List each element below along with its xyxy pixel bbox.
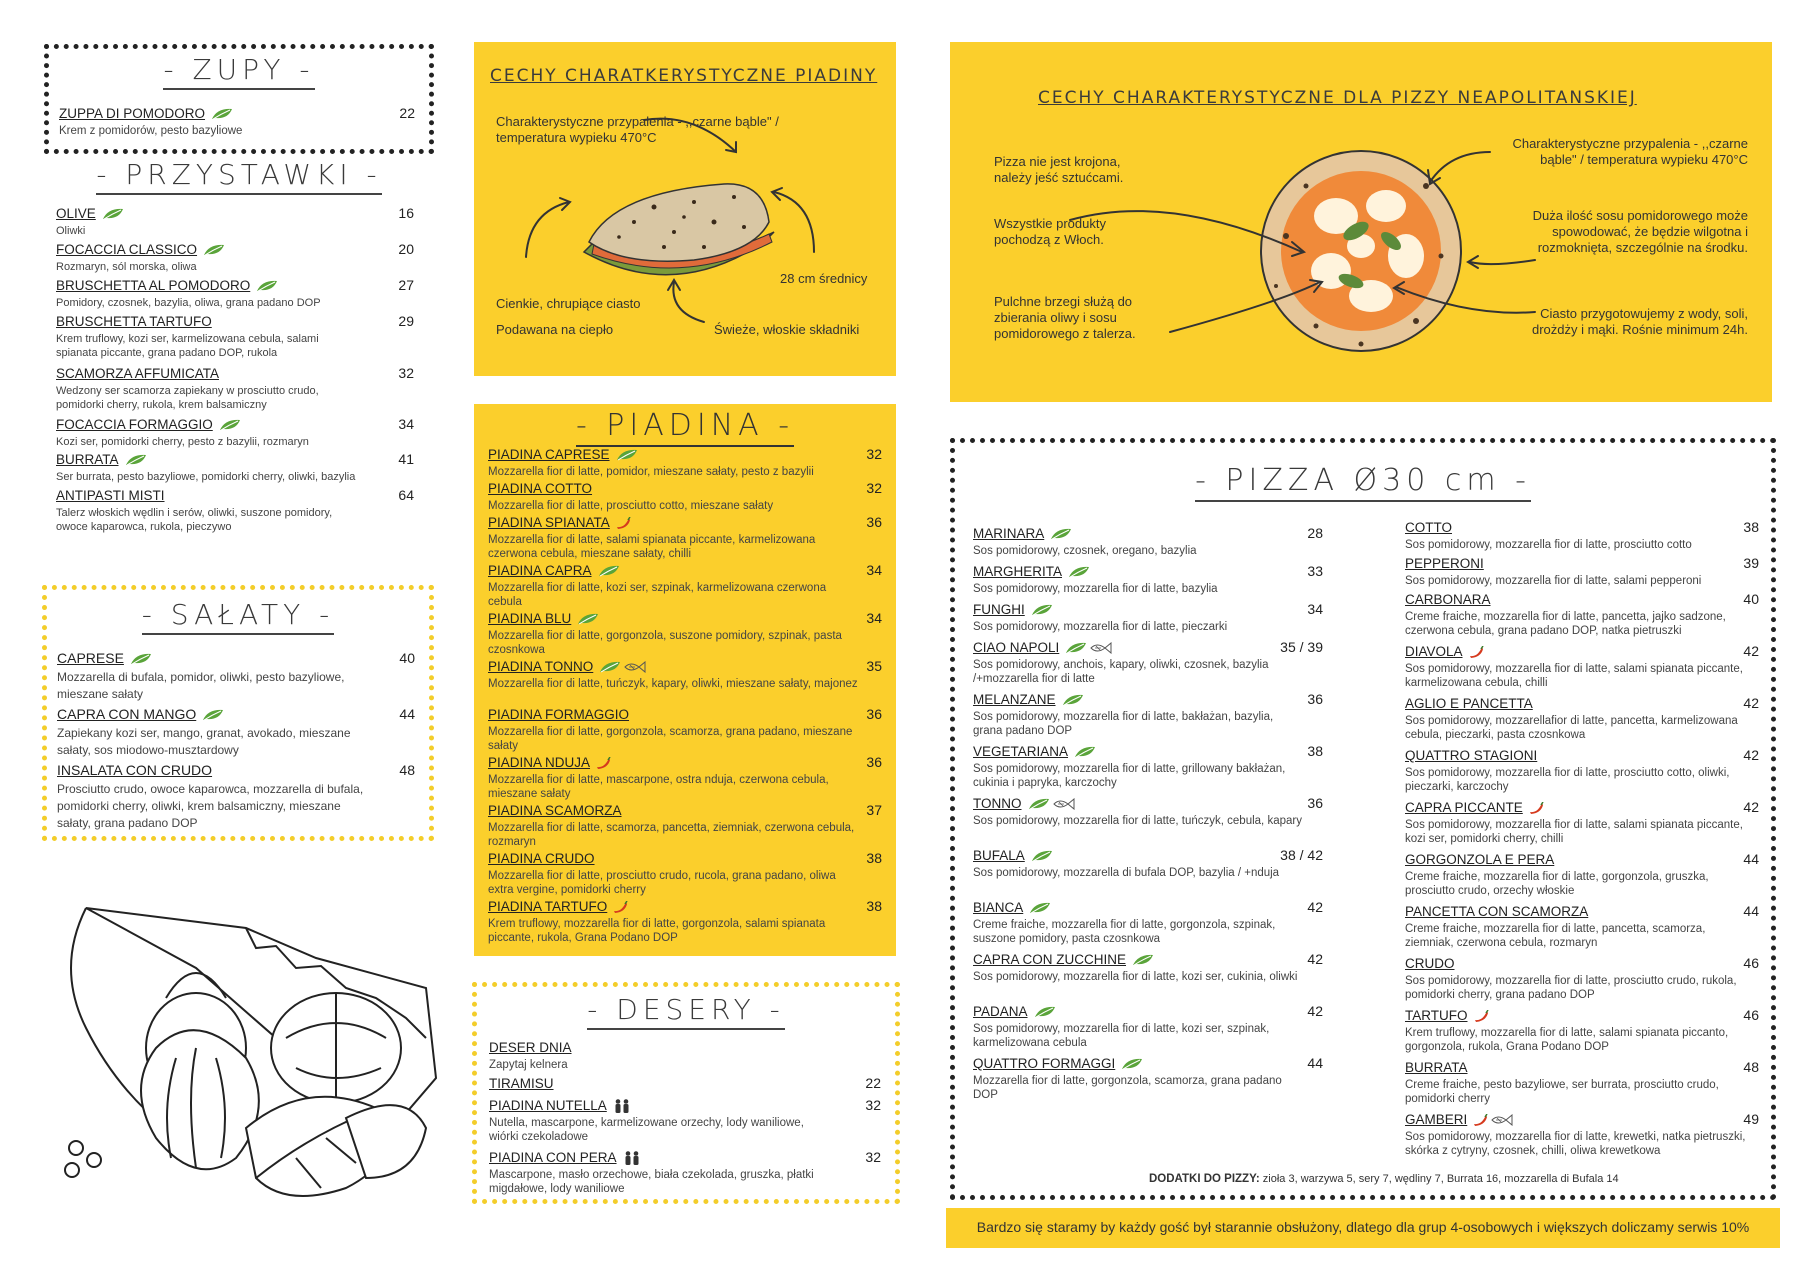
menu-item-description: Sos pomidorowy, mozzarella fior di latte, krewetki, natka pietruszki, skórka z cytryny, czosnek, chilli, oliwa krewetkowa bbox=[1405, 1131, 1746, 1157]
menu-item-aglio-e-pancetta bbox=[1405, 695, 1759, 742]
menu-item-price: 36 bbox=[866, 514, 882, 530]
menu-item-price: 44 bbox=[1307, 1055, 1323, 1071]
menu-item-quattro-formaggi bbox=[973, 1055, 1323, 1102]
menu-item-price: 29 bbox=[398, 313, 414, 329]
menu-item-gorgonzola-e-pera bbox=[1405, 851, 1759, 898]
menu-item-piadina-scamorza bbox=[488, 802, 882, 849]
pizza-extras-label: DODATKI DO PIZZY: bbox=[1149, 1173, 1260, 1185]
vegetarian-leaf-icon bbox=[203, 244, 225, 256]
piadina-note-warm: Podawana na ciepło bbox=[496, 322, 614, 337]
menu-item-price: 40 bbox=[399, 650, 415, 666]
menu-item-description: Sos pomidorowy, mozzarella fior di latte, bazylia bbox=[973, 583, 1218, 595]
menu-item-name: PIADINA BLU bbox=[488, 611, 572, 626]
menu-item-price: 39 bbox=[1743, 555, 1759, 571]
menu-item-focaccia-formaggio bbox=[56, 416, 414, 449]
vegetarian-leaf-icon bbox=[1132, 954, 1154, 966]
menu-item-price: 32 bbox=[865, 1149, 881, 1165]
menu-item-name: DESER DNIA bbox=[489, 1040, 572, 1055]
spicy-chili-icon bbox=[595, 757, 611, 769]
menu-item-marinara bbox=[973, 525, 1323, 558]
menu-item-price: 34 bbox=[398, 416, 414, 432]
menu-item-bianca bbox=[973, 899, 1323, 946]
menu-item-description: Mozzarella fior di latte, tuńczyk, kapary, oliwki, mieszane sałaty, majonez bbox=[488, 678, 858, 690]
desery-section bbox=[472, 982, 900, 1204]
menu-item-price: 38 bbox=[866, 850, 882, 866]
vegetarian-leaf-icon bbox=[219, 419, 241, 431]
vegetarian-leaf-icon bbox=[1028, 798, 1050, 810]
menu-item-price: 32 bbox=[866, 446, 882, 462]
menu-item-bruschetta-tartufo bbox=[56, 313, 414, 360]
menu-item-price: 46 bbox=[1743, 1007, 1759, 1023]
menu-item-piadina-spianata bbox=[488, 514, 882, 561]
menu-item-antipasti-misti bbox=[56, 487, 414, 534]
menu-item-insalata-con-crudo bbox=[57, 762, 415, 832]
menu-item-funghi bbox=[973, 601, 1323, 634]
menu-item-description: Creme fraiche, pesto bazyliowe, ser burrata, prosciutto crudo, pomidorki cherry bbox=[1405, 1079, 1719, 1105]
menu-item-description: Sos pomidorowy, mozzarella fior di latte, salami spianata piccante, karmelizowana cebula, chilli bbox=[1405, 663, 1743, 689]
menu-item-ciao-napoli bbox=[973, 639, 1323, 686]
menu-item-piadina-formaggio bbox=[488, 706, 882, 753]
menu-item-name: PIADINA SCAMORZA bbox=[488, 803, 622, 818]
pizza-section bbox=[950, 438, 1776, 1200]
menu-item-price: 49 bbox=[1743, 1111, 1759, 1127]
menu-item-price: 22 bbox=[865, 1075, 881, 1091]
menu-item-price: 38 bbox=[1743, 519, 1759, 535]
menu-item-description: Creme fraiche, mozzarella fior di latte, pancetta, jajko sadzone, czerwona cebula, grana padano DOP, natka pietruszki bbox=[1405, 611, 1726, 637]
menu-item-capra-piccante bbox=[1405, 799, 1759, 846]
menu-item-bruschetta-al-pomodoro bbox=[56, 277, 414, 310]
vegetarian-leaf-icon bbox=[1074, 746, 1096, 758]
vegetarian-leaf-icon bbox=[256, 280, 278, 292]
menu-item-description: Mozzarella fior di latte, kozi ser, szpinak, karmelizowana czerwona cebula bbox=[488, 582, 827, 608]
pizza-note-not-cut: Pizza nie jest krojona, należy jeść sztućcami. bbox=[994, 154, 1124, 185]
menu-item-capra-con-zucchine bbox=[973, 951, 1323, 984]
menu-item-piadina-caprese bbox=[488, 446, 882, 479]
menu-item-caprese bbox=[57, 650, 415, 703]
pizza-arrows bbox=[950, 42, 1772, 402]
menu-item-name: GAMBERI bbox=[1405, 1112, 1468, 1127]
menu-item-price: 48 bbox=[399, 762, 415, 778]
garlic-cheese-illustration bbox=[46, 888, 446, 1228]
vegetarian-leaf-icon bbox=[1034, 1006, 1056, 1018]
menu-item-description: Creme fraiche, mozzarella fior di latte, gorgonzola, szpinak, suszone pomidory, pasta czosnkowa bbox=[973, 919, 1276, 945]
pizza-left-list bbox=[973, 525, 1323, 1145]
menu-item-zuppa-di-pomodoro bbox=[59, 105, 415, 138]
spicy-chili-icon bbox=[612, 901, 628, 913]
menu-item-gamberi bbox=[1405, 1111, 1759, 1158]
menu-item-price: 38 bbox=[1307, 743, 1323, 759]
menu-item-name: PIADINA CAPRA bbox=[488, 563, 592, 578]
menu-item-price: 36 bbox=[866, 754, 882, 770]
pizza-note-sauce: Duża ilość sosu pomidorowego może spowodować, że będzie wilgotna i rozmoknięta, szczególnie na środku. bbox=[1532, 208, 1748, 255]
menu-item-description: Ser burrata, pesto bazyliowe, pomidorki cherry, oliwki, bazylia bbox=[56, 471, 356, 483]
fish-icon bbox=[623, 661, 647, 673]
menu-item-description: Sos pomidorowy, mozzarella fior di latte, pieczarki bbox=[973, 621, 1228, 633]
menu-item-description: Krem z pomidorów, pesto bazyliowe bbox=[59, 125, 243, 137]
menu-item-name: FOCACCIA CLASSICO bbox=[56, 242, 198, 257]
menu-item-description: Nutella, mascarpone, karmelizowane orzechy, lody waniliowe, wiórki czekoladowe bbox=[489, 1117, 804, 1143]
menu-item-piadina-crudo bbox=[488, 850, 882, 897]
menu-item-price: 42 bbox=[1743, 799, 1759, 815]
menu-item-price: 32 bbox=[865, 1097, 881, 1113]
menu-item-price: 32 bbox=[398, 365, 414, 381]
piadina-note-burn: Charakterystyczne przypalenia - ,,czarne bąble" / temperatura wypieku 470°C bbox=[496, 114, 779, 145]
zupy-title: - ZUPY - bbox=[49, 53, 429, 86]
menu-item-price: 38 / 42 bbox=[1280, 847, 1323, 863]
menu-item-name: QUATTRO STAGIONI bbox=[1405, 748, 1538, 763]
menu-item-description: Mozzarella fior di latte, scamorza, pancetta, ziemniak, czerwona cebula, rozmaryn bbox=[488, 822, 855, 848]
menu-item-olive bbox=[56, 205, 414, 238]
menu-item-name: ANTIPASTI MISTI bbox=[56, 488, 165, 503]
menu-item-description: Mozzarella fior di latte, gorgonzola, scamorza, grana padano DOP bbox=[973, 1075, 1282, 1101]
vegetarian-leaf-icon bbox=[1031, 604, 1053, 616]
menu-item-vegetariana bbox=[973, 743, 1323, 790]
menu-item-margherita bbox=[973, 563, 1323, 596]
menu-item-price: 32 bbox=[866, 480, 882, 496]
vegetarian-leaf-icon bbox=[616, 449, 638, 461]
menu-item-price: 44 bbox=[1743, 851, 1759, 867]
vegetarian-leaf-icon bbox=[577, 613, 599, 625]
menu-item-name: MELANZANE bbox=[973, 692, 1056, 707]
menu-item-name: GORGONZOLA E PERA bbox=[1405, 852, 1555, 867]
menu-item-description: Mozzarella fior di latte, prosciutto crudo, rucola, grana padano, oliwa extra vergine, pomidorki cherry bbox=[488, 870, 836, 896]
menu-item-diavola bbox=[1405, 643, 1759, 690]
menu-item-name: CIAO NAPOLI bbox=[973, 640, 1060, 655]
menu-item-description: Krem truflowy, mozzarella fior di latte, gorgonzola, salami spianata piccante, rukola, Grana Podano DOP bbox=[488, 918, 826, 944]
piadina-arrows bbox=[474, 42, 896, 376]
sharing-people-icon bbox=[613, 1099, 631, 1113]
piadina-features-title: CECHY CHARATKERYSTYCZNE PIADINY bbox=[490, 66, 878, 86]
menu-item-piadina-blu bbox=[488, 610, 882, 657]
menu-item-name: CAPRESE bbox=[57, 650, 124, 666]
menu-item-description: Krem truflowy, kozi ser, karmelizowana cebula, salami spianata piccante, grana padano DOP, rukola bbox=[56, 333, 319, 359]
menu-item-description: Mozzarella fior di latte, pomidor, mieszane sałaty, pesto z bazylii bbox=[488, 466, 814, 478]
menu-item-name: BRUSCHETTA AL POMODORO bbox=[56, 278, 251, 293]
piadina-note-thin: Cienkie, chrupiące ciasto bbox=[496, 296, 641, 311]
menu-item-price: 44 bbox=[399, 706, 415, 722]
menu-item-price: 64 bbox=[398, 487, 414, 503]
menu-item-name: PEPPERONI bbox=[1405, 556, 1484, 571]
spicy-chili-icon bbox=[1468, 646, 1484, 658]
menu-item-price: 42 bbox=[1307, 951, 1323, 967]
menu-item-name: AGLIO E PANCETTA bbox=[1405, 696, 1533, 711]
menu-item-price: 40 bbox=[1743, 591, 1759, 607]
menu-item-description: Krem truflowy, mozzarella fior di latte, salami spianata piccanto, gorgonzola, rukola, Grana Podano DOP bbox=[1405, 1027, 1729, 1053]
menu-item-name: MARGHERITA bbox=[973, 564, 1063, 579]
menu-item-price: 28 bbox=[1307, 525, 1323, 541]
menu-item-description: Mascarpone, masło orzechowe, biała czekolada, gruszka, płatki migdałowe, lody waniliowe bbox=[489, 1169, 814, 1195]
menu-item-price: 36 bbox=[1307, 691, 1323, 707]
salaty-title: - SAŁATY - bbox=[47, 598, 429, 631]
menu-item-piadina-capra bbox=[488, 562, 882, 609]
menu-item-price: 42 bbox=[1743, 695, 1759, 711]
menu-item-description: Sos pomidorowy, mozzarella fior di latte, prosciutto crudo, rukola, pomidorki cherry, grana padano DOP bbox=[1405, 975, 1737, 1001]
menu-item-pepperoni bbox=[1405, 555, 1759, 588]
menu-item-focaccia-classico bbox=[56, 241, 414, 274]
menu-item-bufala bbox=[973, 847, 1323, 880]
menu-item-name: CAPRA PICCANTE bbox=[1405, 800, 1523, 815]
fish-icon bbox=[1089, 642, 1113, 654]
menu-item-price: 16 bbox=[398, 205, 414, 221]
menu-item-name: FOCACCIA FORMAGGIO bbox=[56, 417, 213, 432]
menu-item-name: COTTO bbox=[1405, 520, 1452, 535]
vegetarian-leaf-icon bbox=[598, 565, 620, 577]
vegetarian-leaf-icon bbox=[130, 653, 152, 665]
piadina-title: - PIADINA - bbox=[474, 408, 896, 443]
menu-item-name: PIADINA CON PERA bbox=[489, 1150, 617, 1165]
service-footer-text: Bardzo się staramy by każdy gość był starannie obsłużony, dlatego dla grup 4-osobowych i większych doliczamy serwis 10% bbox=[976, 1219, 1750, 1235]
menu-item-price: 33 bbox=[1307, 563, 1323, 579]
menu-item-name: PIADINA NUTELLA bbox=[489, 1098, 607, 1113]
vegetarian-leaf-icon bbox=[1062, 694, 1084, 706]
menu-item-price: 34 bbox=[866, 562, 882, 578]
vegetarian-leaf-icon bbox=[202, 709, 224, 721]
menu-item-name: CAPRA CON ZUCCHINE bbox=[973, 952, 1127, 967]
menu-item-description: Wedzony ser scamorza zapiekany w prosciutto crudo, pomidorki cherry, rukola, krem balsamiczny bbox=[56, 385, 319, 411]
menu-item-name: BIANCA bbox=[973, 900, 1024, 915]
menu-item-crudo bbox=[1405, 955, 1759, 1002]
spicy-chili-icon bbox=[1472, 1114, 1488, 1126]
menu-item-description: Pomidory, czosnek, bazylia, oliwa, grana padano DOP bbox=[56, 297, 321, 309]
menu-item-price: 27 bbox=[398, 277, 414, 293]
vegetarian-leaf-icon bbox=[1121, 1058, 1143, 1070]
menu-item-name: CARBONARA bbox=[1405, 592, 1491, 607]
menu-item-price: 35 / 39 bbox=[1280, 639, 1323, 655]
piadina-note-fresh: Świeże, włoskie składniki bbox=[714, 322, 860, 337]
menu-item-price: 41 bbox=[398, 451, 414, 467]
menu-item-capra-con-mango bbox=[57, 706, 415, 759]
menu-item-name: CRUDO bbox=[1405, 956, 1455, 971]
pizza-note-italy: Wszystkie produkty pochodzą z Włoch. bbox=[994, 216, 1106, 247]
vegetarian-leaf-icon bbox=[102, 208, 124, 220]
menu-item-description: Sos pomidorowy, anchois, kapary, oliwki, czosnek, bazylia /+mozzarella fior di latte bbox=[973, 659, 1269, 685]
pizza-note-burn: Charakterystyczne przypalenia - ,,czarne bąble" / temperatura wypieku 470°C bbox=[1512, 136, 1748, 167]
menu-item-name: BURRATA bbox=[1405, 1060, 1468, 1075]
menu-item-tiramisu bbox=[489, 1075, 881, 1093]
menu-item-name: SCAMORZA AFFUMICATA bbox=[56, 366, 220, 381]
pizza-extras-text: zioła 3, warzywa 5, sery 7, wędliny 7, Burrata 16, mozzarella di Bufala 14 bbox=[1262, 1173, 1619, 1185]
menu-item-description: Mozzarella fior di latte, gorgonzola, scamorza, grana padano, mieszane sałaty bbox=[488, 726, 853, 752]
menu-item-tartufo bbox=[1405, 1007, 1759, 1054]
menu-item-name: OLIVE bbox=[56, 206, 96, 221]
menu-item-name: BRUSCHETTA TARTUFO bbox=[56, 314, 212, 329]
spicy-chili-icon bbox=[615, 517, 631, 529]
menu-item-cotto bbox=[1405, 519, 1759, 552]
pizza-title: - PIZZA Ø30 cm - bbox=[955, 463, 1771, 498]
menu-item-name: PIADINA TARTUFO bbox=[488, 899, 608, 914]
menu-item-description: Sos pomidorowy, mozzarella fior di latte, grillowany bakłażan, cukinia i papryka, karczochy bbox=[973, 763, 1286, 789]
menu-item-name: PADANA bbox=[973, 1004, 1028, 1019]
menu-item-description: Mozzarella fior di latte, mascarpone, ostra nduja, czerwona cebula, mieszane sałaty bbox=[488, 774, 829, 800]
menu-item-name: PIADINA NDUJA bbox=[488, 755, 591, 770]
piadina-features-panel bbox=[474, 42, 896, 376]
pizza-extras bbox=[1149, 1173, 1619, 1185]
pizza-note-crust: Pulchne brzegi służą do zbierania oliwy i sosu pomidorowego z talerza. bbox=[994, 294, 1136, 341]
menu-item-description: Kozi ser, pomidorki cherry, pesto z bazylii, rozmaryn bbox=[56, 436, 309, 448]
salaty-list bbox=[57, 650, 415, 830]
vegetarian-leaf-icon bbox=[125, 454, 147, 466]
menu-item-description: Creme fraiche, mozzarella fior di latte, gorgonzola, gruszka, prosciutto crudo, orzechy włoskie bbox=[1405, 871, 1709, 897]
menu-item-price: 34 bbox=[1307, 601, 1323, 617]
menu-item-burrata bbox=[56, 451, 414, 484]
menu-item-scamorza-affumicata bbox=[56, 365, 414, 412]
fish-icon bbox=[1490, 1114, 1514, 1126]
menu-item-piadina-tartufo bbox=[488, 898, 882, 945]
menu-item-description: Oliwki bbox=[56, 225, 86, 237]
menu-item-piadina-con-pera bbox=[489, 1149, 881, 1196]
menu-item-name: PIADINA COTTO bbox=[488, 481, 593, 496]
menu-item-price: 20 bbox=[398, 241, 414, 257]
menu-item-name: CAPRA CON MANGO bbox=[57, 706, 197, 722]
menu-item-name: BURRATA bbox=[56, 452, 119, 467]
spicy-chili-icon bbox=[1473, 1010, 1489, 1022]
menu-item-padana bbox=[973, 1003, 1323, 1050]
menu-item-piadina-nduja bbox=[488, 754, 882, 801]
menu-item-description: Sos pomidorowy, czosnek, oregano, bazylia bbox=[973, 545, 1197, 557]
menu-item-description: Mozzarella fior di latte, gorgonzola, suszone pomidory, szpinak, pasta czosnkowa bbox=[488, 630, 842, 656]
menu-item-price: 38 bbox=[866, 898, 882, 914]
menu-item-description: Mozzarella fior di latte, salami spianata piccante, karmelizowana czerwona cebula, mieszane sałaty, chilli bbox=[488, 534, 816, 560]
menu-item-price: 44 bbox=[1743, 903, 1759, 919]
menu-item-description: Sos pomidorowy, mozzarella di bufala DOP, bazylia / +nduja bbox=[973, 867, 1280, 879]
menu-item-description: Mozzarella fior di latte, prosciutto cotto, mieszane sałaty bbox=[488, 500, 774, 512]
menu-item-description: Sos pomidorowy, mozzarellafior di latte, pancetta, karmelizowana cebula, pieczarki, pasta czosnkowa bbox=[1405, 715, 1738, 741]
vegetarian-leaf-icon bbox=[1050, 528, 1072, 540]
menu-item-name: TONNO bbox=[973, 796, 1022, 811]
menu-item-description: Zapytaj kelnera bbox=[489, 1059, 568, 1071]
menu-item-price: 42 bbox=[1307, 899, 1323, 915]
menu-item-description: Sos pomidorowy, mozzarella fior di latte, bakłażan, bazylia, grana padano DOP bbox=[973, 711, 1274, 737]
menu-item-name: PANCETTA CON SCAMORZA bbox=[1405, 904, 1589, 919]
menu-item-piadina-nutella bbox=[489, 1097, 881, 1144]
menu-item-deser-dnia bbox=[489, 1039, 881, 1072]
desery-list bbox=[489, 1039, 881, 1195]
menu-item-name: PIADINA CAPRESE bbox=[488, 447, 610, 462]
menu-item-description: Sos pomidorowy, mozzarella fior di latte, salami spianata piccante, kozi ser, pomidorki cherry, chilli bbox=[1405, 819, 1743, 845]
menu-item-name: TARTUFO bbox=[1405, 1008, 1468, 1023]
menu-item-description: Sos pomidorowy, mozzarella fior di latte, kozi ser, szpinak, karmelizowana cebula bbox=[973, 1023, 1270, 1049]
menu-item-name: BUFALA bbox=[973, 848, 1025, 863]
vegetarian-leaf-icon bbox=[1068, 566, 1090, 578]
vegetarian-leaf-icon bbox=[1065, 642, 1087, 654]
menu-item-description: Sos pomidorowy, mozzarella fior di latte, tuńczyk, cebula, kapary bbox=[973, 815, 1302, 827]
menu-item-name: QUATTRO FORMAGGI bbox=[973, 1056, 1116, 1071]
menu-item-melanzane bbox=[973, 691, 1323, 738]
menu-item-description: Sos pomidorowy, mozzarella fior di latte, prosciutto cotto bbox=[1405, 539, 1692, 551]
menu-item-description: Sos pomidorowy, mozzarella fior di latte, salami pepperoni bbox=[1405, 575, 1702, 587]
menu-item-piadina-cotto bbox=[488, 480, 882, 513]
menu-item-price: 48 bbox=[1743, 1059, 1759, 1075]
menu-item-name: PIADINA CRUDO bbox=[488, 851, 595, 866]
menu-item-name: TIRAMISU bbox=[489, 1076, 554, 1091]
pizza-features-title: CECHY CHARAKTERYSTYCZNE DLA PIZZY NEAPOLITANSKIEJ bbox=[1038, 88, 1637, 108]
menu-item-description: Mozzarella di bufala, pomidor, oliwki, pesto bazyliowe, mieszane sałaty bbox=[57, 670, 345, 701]
menu-item-name: VEGETARIANA bbox=[973, 744, 1069, 759]
menu-item-name: PIADINA FORMAGGIO bbox=[488, 707, 630, 722]
przystawki-list bbox=[56, 205, 414, 545]
salaty-section bbox=[42, 585, 434, 841]
piadina-note-size: 28 cm średnicy bbox=[780, 271, 868, 286]
menu-item-burrata bbox=[1405, 1059, 1759, 1106]
pizza-right-list bbox=[1405, 519, 1759, 1159]
menu-item-price: 37 bbox=[866, 802, 882, 818]
menu-item-price: 22 bbox=[399, 105, 415, 121]
vegetarian-leaf-icon bbox=[1029, 902, 1051, 914]
menu-item-pancetta-con-scamorza bbox=[1405, 903, 1759, 950]
menu-item-price: 42 bbox=[1743, 643, 1759, 659]
menu-item-carbonara bbox=[1405, 591, 1759, 638]
vegetarian-leaf-icon bbox=[1031, 850, 1053, 862]
desery-title: - DESERY - bbox=[477, 993, 895, 1026]
vegetarian-leaf-icon bbox=[599, 661, 621, 673]
menu-item-description: Prosciutto crudo, owoce kaparowca, mozzarella di bufala, pomidorki cherry, oliwki, krem balsamiczny, mieszane sałaty, grana padano DOP bbox=[57, 782, 364, 830]
menu-item-quattro-stagioni bbox=[1405, 747, 1759, 794]
menu-item-price: 42 bbox=[1307, 1003, 1323, 1019]
service-footer bbox=[946, 1208, 1780, 1248]
menu-item-description: Rozmaryn, sól morska, oliwa bbox=[56, 261, 197, 273]
menu-item-name: PIADINA TONNO bbox=[488, 659, 594, 674]
menu-item-name: PIADINA SPIANATA bbox=[488, 515, 610, 530]
menu-item-name: MARINARA bbox=[973, 526, 1045, 541]
menu-item-price: 42 bbox=[1743, 747, 1759, 763]
menu-item-name: FUNGHI bbox=[973, 602, 1025, 617]
menu-item-price: 34 bbox=[866, 610, 882, 626]
menu-item-tonno bbox=[973, 795, 1323, 828]
pizza-features-panel bbox=[950, 42, 1772, 402]
menu-item-name: DIAVOLA bbox=[1405, 644, 1463, 659]
sharing-people-icon bbox=[623, 1151, 641, 1165]
menu-item-description: Zapiekany kozi ser, mango, granat, avokado, mieszane sałaty, sos miodowo-musztardowy bbox=[57, 726, 351, 757]
vegetarian-leaf-icon bbox=[211, 108, 233, 120]
menu-item-description: Sos pomidorowy, mozzarella fior di latte, kozi ser, cukinia, oliwki bbox=[973, 971, 1298, 983]
menu-item-name: INSALATA CON CRUDO bbox=[57, 762, 213, 778]
menu-item-description: Sos pomidorowy, mozzarella fior di latte, prosciutto cotto, oliwki, pieczarki, karczochy bbox=[1405, 767, 1730, 793]
piadina-list bbox=[488, 446, 882, 946]
menu-item-price: 35 bbox=[866, 658, 882, 674]
menu-item-price: 36 bbox=[1307, 795, 1323, 811]
zupy-list bbox=[59, 105, 415, 145]
menu-item-piadina-tonno bbox=[488, 658, 882, 691]
przystawki-title: - PRZYSTAWKI - bbox=[44, 158, 434, 191]
piadina-panel bbox=[474, 404, 896, 956]
menu-item-description: Talerz włoskich wędlin i serów, oliwki, suszone pomidory, owoce kaparowca, rukola, pieczywo bbox=[56, 507, 333, 533]
menu-item-description: Creme fraiche, mozzarella fior di latte, pancetta, scamorza, ziemniak, czerwona cebula, rozmaryn bbox=[1405, 923, 1706, 949]
menu-item-price: 46 bbox=[1743, 955, 1759, 971]
menu-item-name: ZUPPA DI POMODORO bbox=[59, 106, 206, 121]
spicy-chili-icon bbox=[1528, 802, 1544, 814]
pizza-note-dough: Ciasto przygotowujemy z wody, soli, drożdży i mąki. Rośnie minimum 24h. bbox=[1531, 306, 1748, 337]
fish-icon bbox=[1052, 798, 1076, 810]
menu-item-price: 36 bbox=[866, 706, 882, 722]
zupy-section bbox=[44, 44, 434, 154]
